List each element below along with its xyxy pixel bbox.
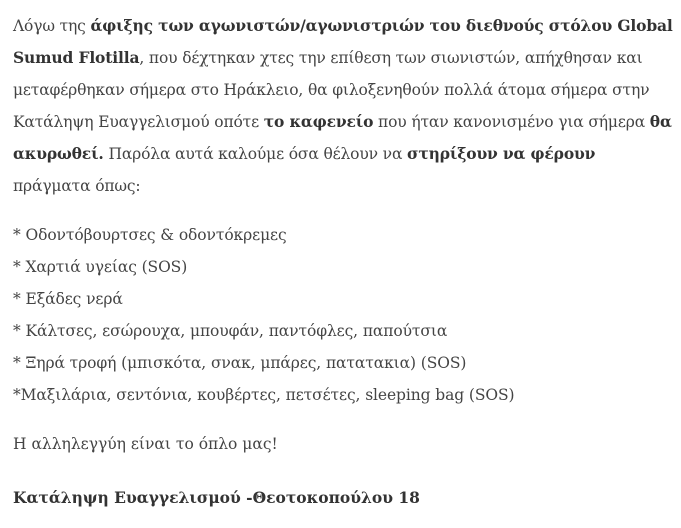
signature-line — [13, 482, 675, 514]
post-body — [13, 0, 675, 514]
list-item: * Οδοντόβουρτσες & οδοντόκρεμες — [13, 226, 287, 244]
intro-bold-cancelled: θα ακυρωθεί. — [13, 112, 672, 163]
intro-bold-cafe: το καφενείο — [263, 112, 374, 131]
intro-text-5: πράγματα όπως: — [13, 177, 141, 195]
list-item: * Εξάδες νερά — [13, 290, 123, 308]
intro-bold-flotilla: άφιξης των αγωνιστών/αγωνιστριών του διεθνούς στόλου Global Sumud Flotilla — [13, 16, 673, 67]
intro-text-3: που ήταν κανονισμένο για σήμερα — [373, 113, 650, 131]
intro-paragraph — [13, 0, 675, 202]
list-item: *Μαξιλάρια, σεντόνια, κουβέρτες, πετσέτες, sleeping bag (SOS) — [13, 386, 515, 404]
supplies-list — [13, 219, 675, 411]
intro-text-2: , που δέχτηκαν χτες την επίθεση των σιωνιστών, απήχθησαν και μεταφέρθηκαν σήμερα στο Ηράκλειο, θα φιλοξενηθούν πολλά άτομα σήμερα στην Κατάληψη Ευαγγελισμού οπότε — [13, 49, 650, 131]
signature-text: Κατάληψη Ευαγγελισμού -Θεοτοκοπούλου 18 — [13, 488, 420, 507]
list-item: * Χαρτιά υγείας (SOS) — [13, 258, 188, 276]
list-item: * Ξηρά τροφή (μπισκότα, σνακ, μπάρες, πατατακια) (SOS) — [13, 354, 467, 372]
intro-text-4: Παρόλα αυτά καλούμε όσα θέλουν να — [103, 145, 408, 163]
intro-bold-support: στηρίξουν να φέρουν — [407, 144, 596, 163]
list-item: * Κάλτσες, εσώρουχα, μπουφάν, παντόφλες, παπούτσια — [13, 322, 448, 340]
solidarity-line: Η αλληλεγγύη είναι το όπλο μας! — [13, 435, 278, 453]
intro-text-1: Λόγω της — [13, 17, 91, 35]
